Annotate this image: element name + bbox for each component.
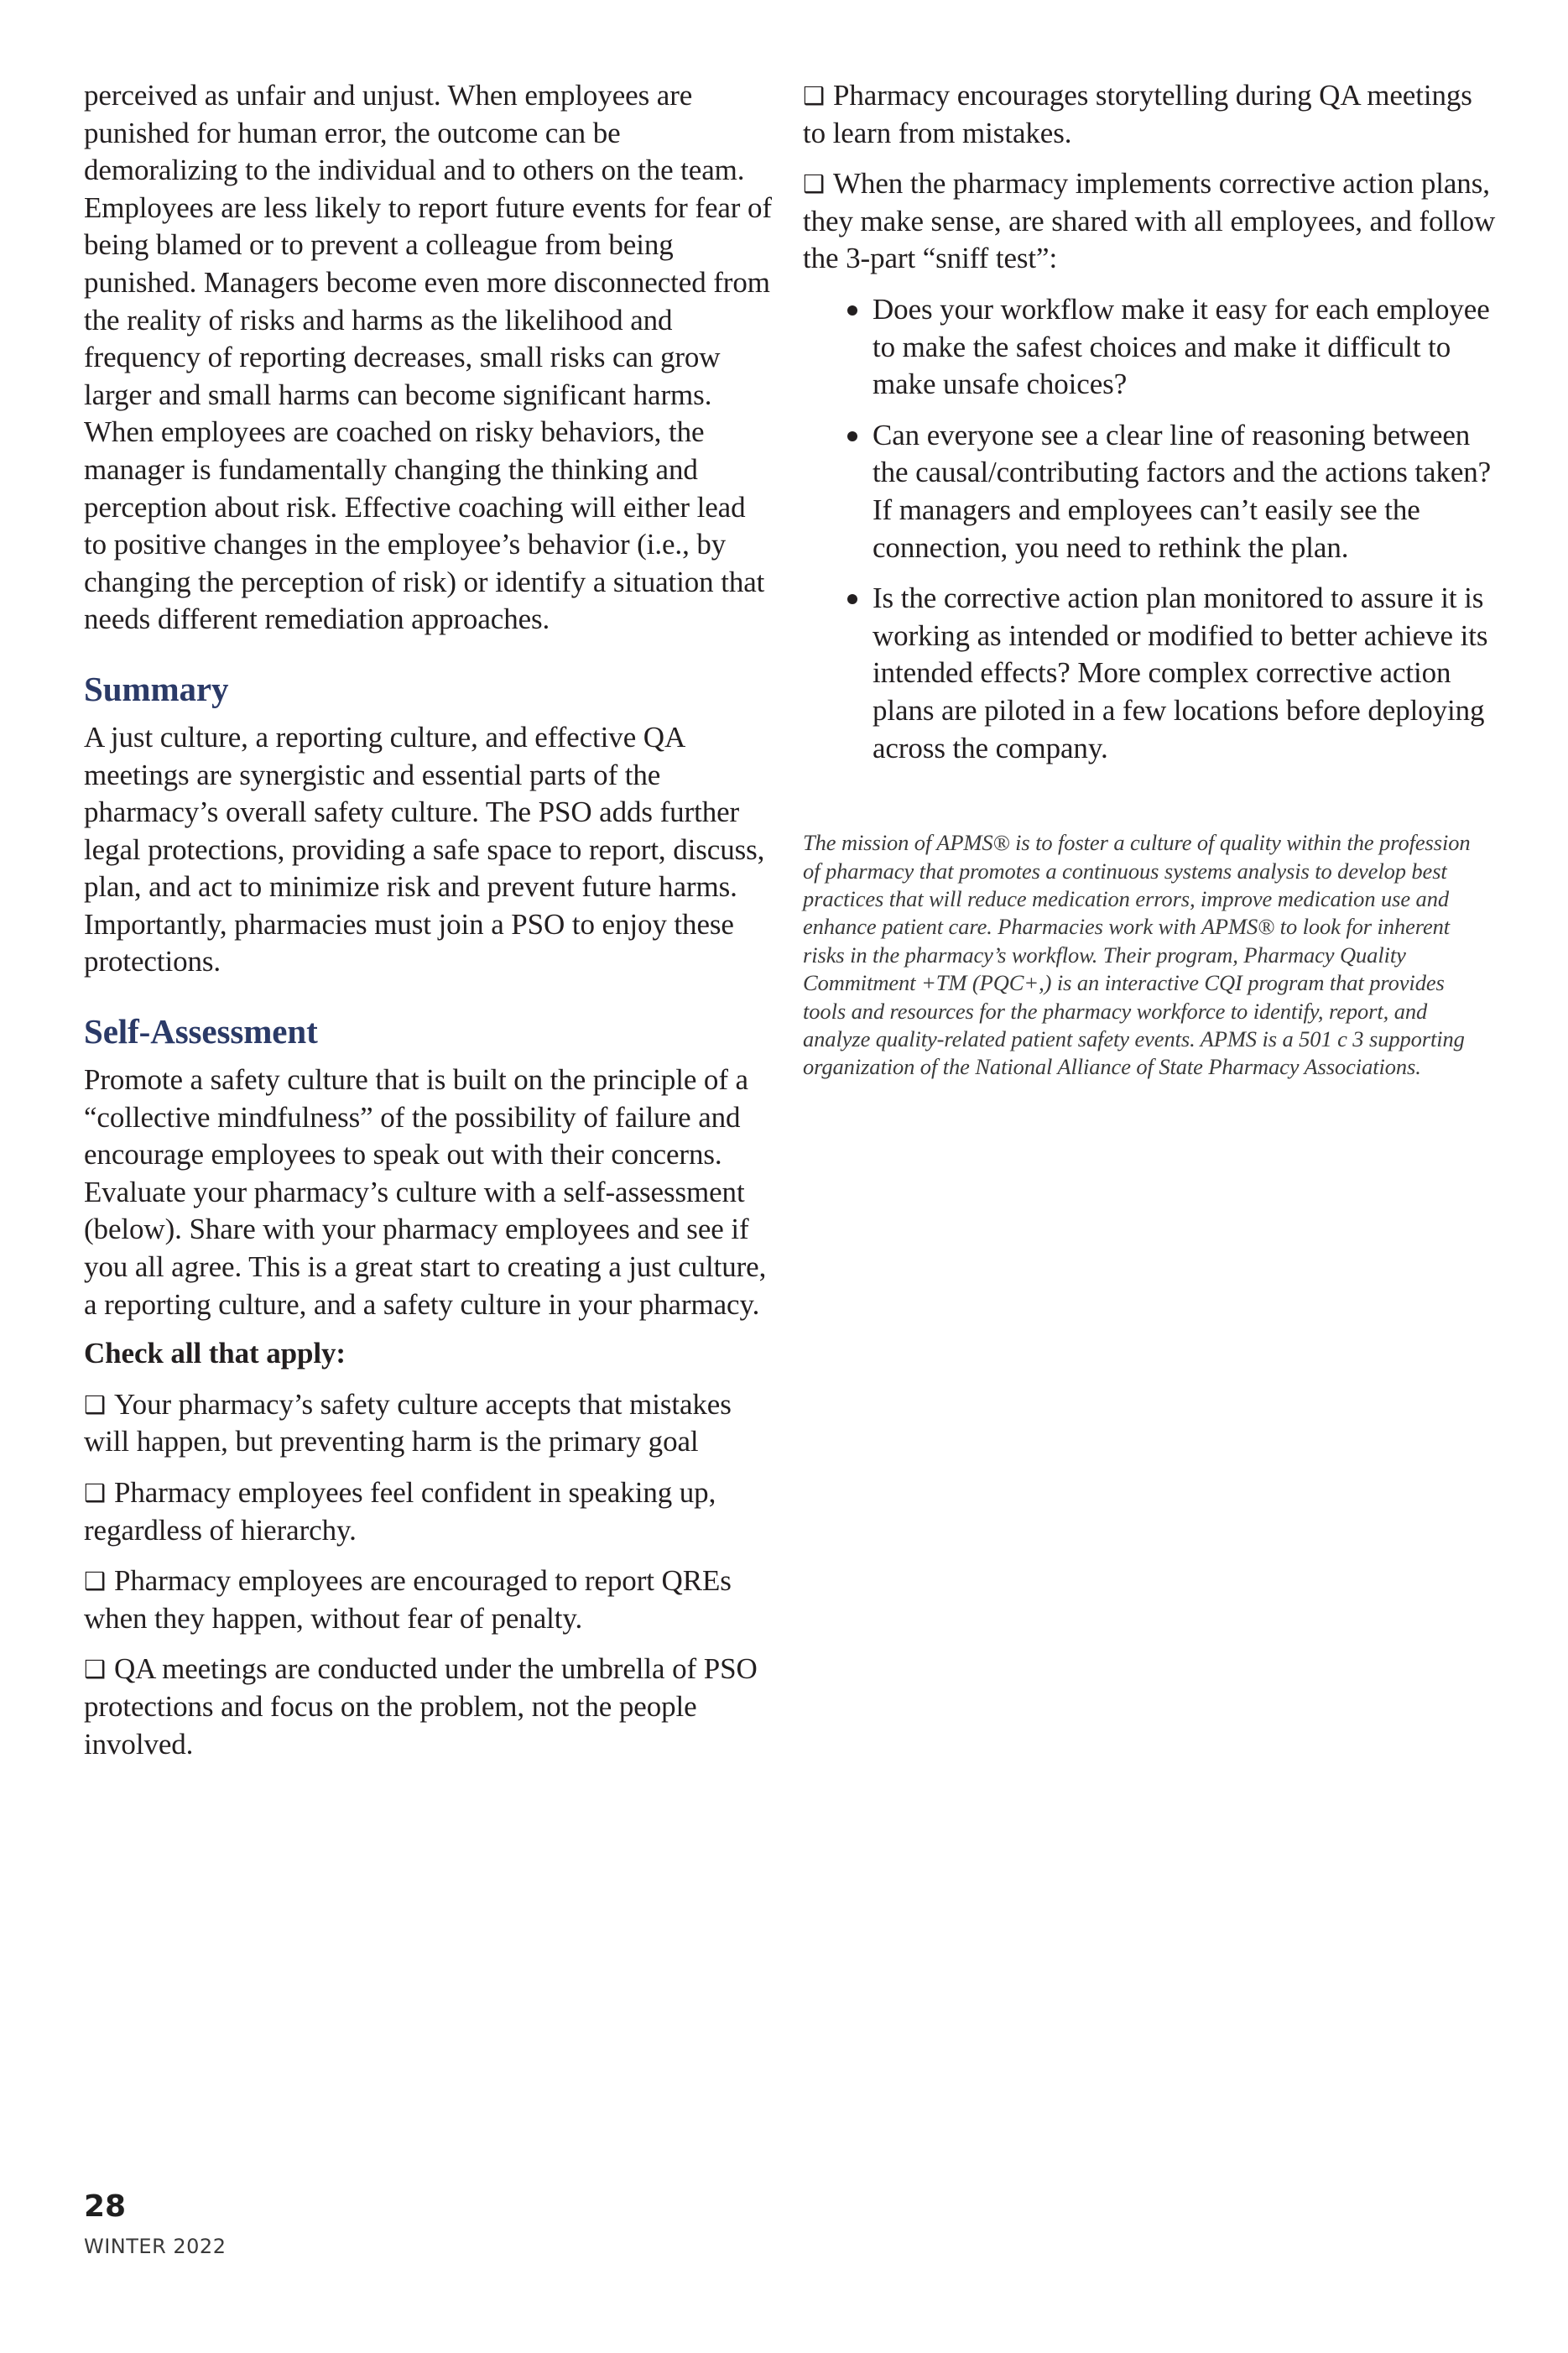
checklist-item-label: Pharmacy encourages storytelling during QA meetings to learn from mistakes.: [803, 79, 1472, 149]
checkbox-icon[interactable]: ❑: [803, 170, 825, 199]
checklist-title: Check all that apply:: [84, 1337, 346, 1370]
page-footer: [84, 2189, 226, 2259]
checkbox-icon[interactable]: ❑: [84, 1567, 106, 1596]
checkbox-icon[interactable]: ❑: [84, 1479, 106, 1507]
checkbox-icon[interactable]: ❑: [84, 1390, 106, 1419]
checkbox-icon[interactable]: ❑: [803, 81, 825, 110]
page-number: 28: [84, 2189, 127, 2224]
checklist-item[interactable]: [803, 165, 1499, 278]
checklist-item-label: Pharmacy employees feel confident in speaking up, regardless of hierarchy.: [84, 1476, 716, 1547]
checklist-item[interactable]: [84, 1474, 772, 1549]
bullet-icon: [847, 431, 857, 441]
checklist-item-label: Your pharmacy’s safety culture accepts that mistakes will happen, but preventing harm is the primary goal: [84, 1387, 732, 1458]
checklist-item-label: Pharmacy employees are encouraged to report QREs when they happen, without fear of penalty.: [84, 1564, 732, 1635]
sniff-test-text: Can everyone see a clear line of reasoning between the causal/contributing factors and the actions taken? If managers and employees can’t easily see the connection, you need to rethink the plan.: [873, 418, 1492, 564]
self-assessment-paragraph: Promote a safety culture that is built on the principle of a “collective mindfulness” of the possibility of failure and encourage employees to speak out with their concerns. Evaluate your pharmacy’s culture with a self-assessment (below). Share with your pharmacy employees and see if you all agree. This is a great start to creating a just culture, a reporting culture, and a safety culture in your pharmacy.: [84, 1063, 767, 1321]
self-assessment-heading: Self-Assessment: [84, 1012, 318, 1051]
bullet-icon: [847, 594, 857, 604]
bullet-icon: [847, 305, 857, 316]
issue-label: WINTER 2022: [84, 2235, 227, 2258]
intro-paragraph: perceived as unfair and unjust. When employees are punished for human error, the outcome can be demoralizing to the individual and to others on the team. Employees are less likely to report future events for fear of being blamed or to prevent a colleague from being punished. Managers become even more disconnected from the reality of risks and harms as the likelihood and frequency of reporting decreases, small risks can grow larger and small harms can become significant harms. When employees are coached on risky behaviors, the manager is fundamentally changing the thinking and perception about risk. Effective coaching will either lead to positive changes in the employee’s behavior (i.e., by changing the perception of risk) or identify a situation that needs different remediation approaches.: [84, 79, 772, 636]
sniff-test-list: [803, 291, 1499, 767]
apms-footnote: The mission of APMS® is to foster a culture of quality within the profession of pharmacy that promotes a continuous systems analysis to develop best practices that will reduce medication errors, improve medication use and enhance patient care. Pharmacies work with APMS® to look for inherent risks in the pharmacy’s workflow. Their program, Pharmacy Quality Commitment +TM (PQC+,) is an interactive CQI program that provides tools and resources for the pharmacy workforce to identify, report, and analyze quality-related patient safety events. APMS is a 501 c 3 supporting organization of the National Alliance of State Pharmacy Associations.: [803, 830, 1471, 1080]
checklist-item-label: When the pharmacy implements corrective action plans, they make sense, are shared with all employees, and follow the 3-part “sniff test”:: [803, 167, 1496, 275]
checklist-item[interactable]: [803, 77, 1499, 152]
sniff-test-item: [803, 417, 1499, 566]
checkbox-icon[interactable]: ❑: [84, 1655, 106, 1684]
left-column: [84, 77, 772, 1776]
checklist-item[interactable]: [84, 1651, 772, 1763]
sniff-test-text: Is the corrective action plan monitored to assure it is working as intended or modified to better achieve its intended effects? More complex corrective action plans are piloted in a few locations before deploying across the company.: [873, 582, 1488, 764]
sniff-test-text: Does your workflow make it easy for each employee to make the safest choices and make it difficult to make unsafe choices?: [873, 292, 1490, 401]
checklist-item[interactable]: [84, 1563, 772, 1637]
checklist-item-label: QA meetings are conducted under the umbrella of PSO protections and focus on the problem, not the people involved.: [84, 1652, 758, 1761]
right-column: [803, 77, 1499, 1082]
summary-heading: Summary: [84, 669, 229, 708]
sniff-test-item: [803, 580, 1499, 767]
summary-paragraph: A just culture, a reporting culture, and effective QA meetings are synergistic and essential parts of the pharmacy’s overall safety culture. The PSO adds further legal protections, providing a safe space to report, discuss, plan, and act to minimize risk and prevent future harms. Importantly, pharmacies must join a PSO to enjoy these protections.: [84, 720, 765, 978]
checklist-item[interactable]: [84, 1386, 772, 1461]
sniff-test-item: [803, 291, 1499, 404]
